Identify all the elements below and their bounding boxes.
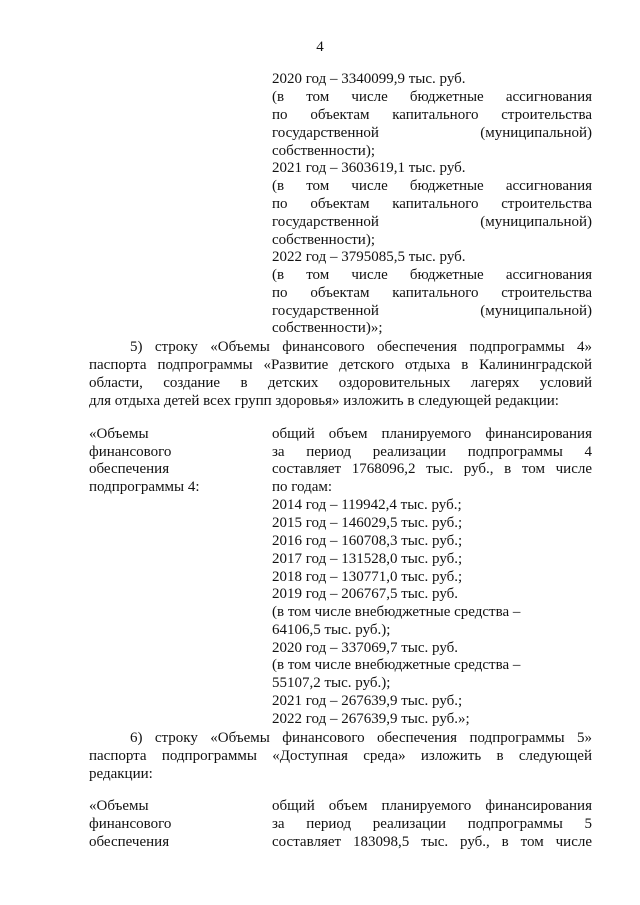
value-line: 64106,5 тыс. руб.);	[272, 622, 391, 638]
paragraph-line: 6) строку «Объемы финансового обеспечения подпрограммы 5»	[130, 730, 592, 746]
label-line: финансового	[89, 444, 172, 460]
top-list-line: государственной (муниципальной)	[272, 303, 592, 319]
value-line: (в том числе внебюджетные средства –	[272, 657, 521, 673]
paragraph-line: паспорта подпрограммы «Доступная среда» изложить в следующей	[89, 748, 592, 764]
paragraph-line: для отдыха детей всех групп здоровья» изложить в следующей редакции:	[89, 393, 559, 409]
top-list-line: по объектам капитального строительства	[272, 196, 592, 212]
paragraph-line: редакции:	[89, 766, 153, 782]
value-line: 55107,2 тыс. руб.);	[272, 675, 391, 691]
value-line: 2020 год – 337069,7 тыс. руб.	[272, 640, 459, 656]
top-list-line: государственной (муниципальной)	[272, 214, 592, 230]
top-list-line: 2021 год – 3603619,1 тыс. руб.	[272, 160, 466, 176]
top-list-line: собственности)»;	[272, 320, 383, 336]
value-line: 2015 год – 146029,5 тыс. руб.;	[272, 515, 463, 531]
top-list-line: государственной (муниципальной)	[272, 125, 592, 141]
label-line: «Объемы	[89, 798, 149, 814]
label-line: подпрограммы 4:	[89, 479, 200, 495]
top-list-line: (в том числе бюджетные ассигнования	[272, 178, 592, 194]
value-line: составляет 183098,5 тыс. руб., в том числе	[272, 834, 592, 850]
top-list-line: по объектам капитального строительства	[272, 285, 592, 301]
value-line: 2014 год – 119942,4 тыс. руб.;	[272, 497, 462, 513]
value-line: за период реализации подпрограммы 4	[272, 444, 592, 460]
value-line: (в том числе внебюджетные средства –	[272, 604, 521, 620]
value-line: 2022 год – 267639,9 тыс. руб.»;	[272, 711, 470, 727]
value-line: 2019 год – 206767,5 тыс. руб.	[272, 586, 459, 602]
paragraph-line: области, создание в детских оздоровительных лагерях условий	[89, 375, 592, 391]
value-line: составляет 1768096,2 тыс. руб., в том числе	[272, 461, 592, 477]
label-line: обеспечения	[89, 461, 170, 477]
top-list-line: (в том числе бюджетные ассигнования	[272, 267, 592, 283]
top-list-line: собственности);	[272, 143, 375, 159]
value-line: общий объем планируемого финансирования	[272, 426, 592, 442]
value-line: по годам:	[272, 479, 333, 495]
label-line: «Объемы	[89, 426, 149, 442]
value-line: 2016 год – 160708,3 тыс. руб.;	[272, 533, 463, 549]
top-list-line: по объектам капитального строительства	[272, 107, 592, 123]
value-line: за период реализации подпрограммы 5	[272, 816, 592, 832]
value-line: 2018 год – 130771,0 тыс. руб.;	[272, 569, 463, 585]
label-line: финансового	[89, 816, 172, 832]
top-list-line: 2020 год – 3340099,9 тыс. руб.	[272, 71, 466, 87]
top-list-line: (в том числе бюджетные ассигнования	[272, 89, 592, 105]
paragraph-line: паспорта подпрограммы «Развитие детского отдыха в Калининградской	[89, 357, 592, 373]
value-line: 2017 год – 131528,0 тыс. руб.;	[272, 551, 463, 567]
value-line: 2021 год – 267639,9 тыс. руб.;	[272, 693, 463, 709]
paragraph-line: 5) строку «Объемы финансового обеспечения подпрограммы 4»	[130, 339, 592, 355]
top-list-line: собственности);	[272, 232, 375, 248]
page-number: 4	[316, 39, 324, 55]
label-line: обеспечения	[89, 834, 170, 850]
top-list-line: 2022 год – 3795085,5 тыс. руб.	[272, 249, 466, 265]
value-line: общий объем планируемого финансирования	[272, 798, 592, 814]
